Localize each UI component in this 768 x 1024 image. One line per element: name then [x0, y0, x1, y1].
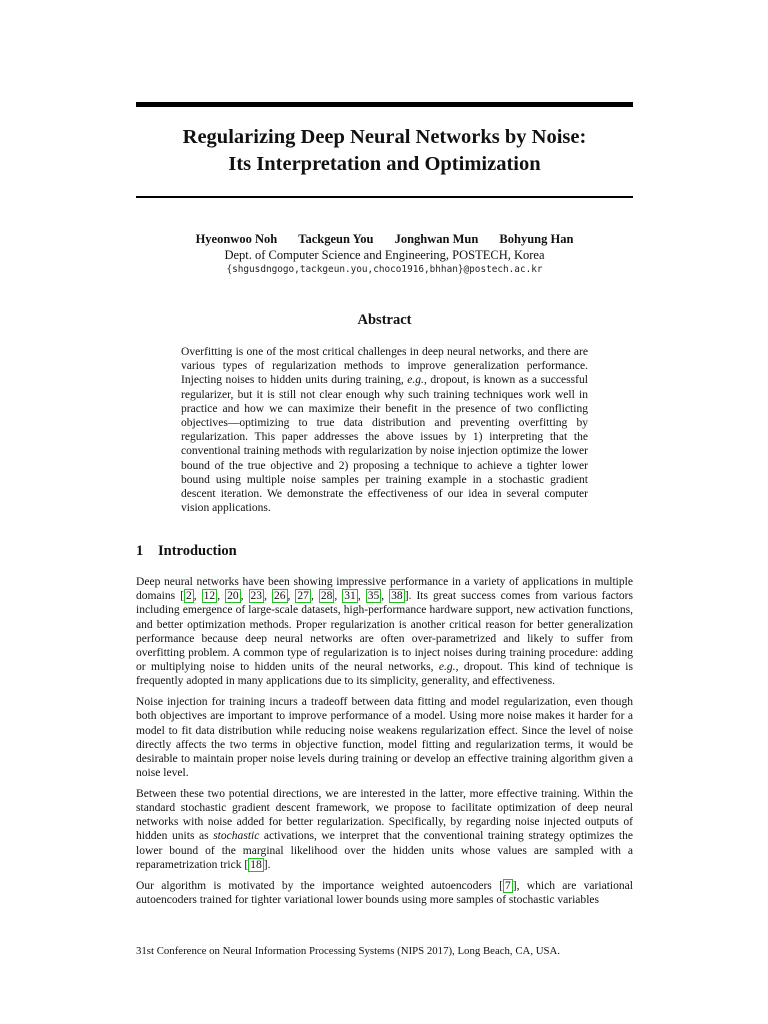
paper-title	[136, 124, 633, 178]
citation-link[interactable]: 28	[320, 590, 333, 603]
title-rule	[136, 196, 633, 198]
text-run: .	[267, 858, 271, 871]
abstract-text	[181, 345, 588, 515]
text-run: Deep neural networks have been showing impressive performance in a variety of applications in multiple domains	[136, 576, 633, 603]
citation-link[interactable]: 23	[250, 590, 263, 603]
section-heading-introduction	[136, 542, 633, 560]
abstract-part: , dropout, is known as a successful regularizer, but it is still not clear enough why such training techniques work well in practice and how we can maximize their benefit in the presence of two conflicting objectives—optimizing to true data distribution and preventing overfitting by regularization. This paper addresses the above issues by 1) interpreting that the conventional training methods with regularization by noise injection optimize the lower bound of the true objective and 2) proposing a technique to achieve a tighter lower bound using multiple noise samples per training example in a stochastic gradient descent iteration. We demonstrate the effectiveness of our idea in several computer vision applications.	[181, 374, 588, 515]
citation-link[interactable]: 2	[185, 590, 192, 603]
citation-link[interactable]: 7	[504, 879, 511, 892]
text-run-italic: stochastic	[213, 830, 260, 843]
text-run: , dropout. This kind of technique is frequently adopted in many applications due to its simplicity, generality, and effectiveness.	[136, 661, 633, 688]
text-run: . Its great success comes from various factors including emergence of large-scale datasets, high-performance hardware support, new activation functions, and better optimization methods. Proper regularization is another critical reason for better generalization performance because deep neural networks are often over-parametrized and likely to suffer from overfitting problem. A common type of regularization is to inject noises during training procedure: adding or multiplying noise to hidden units of the neural networks,	[136, 590, 634, 674]
title-line-2: Its Interpretation and Optimization	[228, 153, 541, 175]
citation-link[interactable]: 38	[391, 590, 403, 603]
citation-link[interactable]: 27	[297, 590, 309, 603]
author-emails: {shgusdngogo,tackgeun.you,choco1916,bhhan}@postech.ac.kr	[226, 264, 543, 275]
intro-paragraph-2: Noise injection for training incurs a tradeoff between data fitting and model regularization, even though both objectives are important to improve performance of a model. Using more noise makes it harder for a model to fit data distribution while reducing noise weakens regularization effect. Since the level of noise directly affects the two terms in objective function, model fitting and regularization terms, it would be desirable to maintain proper noise levels during training or develop an effective training algorithm given a noise level.	[136, 696, 633, 780]
citation-link[interactable]: 18	[250, 858, 262, 871]
author-list	[136, 231, 633, 247]
text-run: Our algorithm is motivated by the importance weighted autoencoders	[136, 879, 500, 892]
text-run: activations, we interpret that the conventional training strategy optimizes the lower bound of the marginal likelihood over the hidden units whose values are sampled with a reparametrization trick	[136, 830, 633, 871]
intro-paragraph-4: Our algorithm is motivated by the importance weighted autoencoders [ 7 ], which are variational autoencoders trained for tighter variational lower bounds using more samples of stochastic variables	[136, 879, 634, 906]
intro-paragraph-3: Between these two potential directions, we are interested in the latter, more effective training. Within the standard stochastic gradient descent framework, we propose to facilitate optimization of deep neural networks with noise added for better regularization. Specifically, by regarding noise injected outputs of hidden units as stochastic activations, we interpret that the conventional training strategy optimizes the lower bound of the marginal likelihood over the hidden units whose values are sampled with a reparametrization trick [ 18 ].	[136, 787, 633, 871]
citation-link[interactable]: 26	[273, 590, 286, 603]
section-title: Introduction	[158, 543, 237, 559]
affiliation: Dept. of Computer Science and Engineering, POSTECH, Korea	[224, 248, 545, 262]
citation-link[interactable]: 12	[203, 590, 216, 603]
top-rule	[136, 102, 633, 107]
abstract-heading: Abstract	[357, 312, 412, 328]
text-run: Between these two potential directions, we are interested in the latter, more effective training. Within the standard stochastic gradient descent framework, we propose to facilitate optimization of deep neural networks with noise added for better regularization. Specifically, by regarding noise injected outputs of hidden units as	[136, 787, 633, 843]
citation-link[interactable]: 35	[367, 590, 380, 603]
author-name: Bohyung Han	[499, 232, 574, 246]
citation-link[interactable]: 31	[344, 590, 356, 603]
title-line-1: Regularizing Deep Neural Networks by Noise:	[182, 126, 587, 148]
abstract-eg: e.g.	[407, 374, 424, 387]
abstract-part: Overfitting is one of the most critical challenges in deep neural networks, and there are various types of regularization methods to improve generalization performance. Injecting noises to hidden units during training,	[181, 346, 588, 387]
introduction-body	[136, 575, 633, 913]
intro-paragraph-1: Deep neural networks have been showing impressive performance in a variety of applications in multiple domains [ 2 , 12 , 20 , 23 , 26 , 27 , 28 , 31 , 35 , 38 ]. Its great success comes from various factors including emergence of large-scale datasets, high-performance hardware support, new activation functions, and better optimization methods. Proper regularization is another critical reason for better generalization performance because deep neural networks are often over-parametrized and likely to suffer from overfitting problem. A common type of regularization is to inject noises during training procedure: adding or multiplying noise to hidden units of the neural networks, e.g., dropout. This kind of technique is frequently adopted in many applications due to its simplicity, generality, and effectiveness.	[136, 576, 634, 688]
author-name: Hyeonwoo Noh	[195, 232, 278, 246]
text-run: , which are variational autoencoders trained for tighter variational lower bounds using more samples of stochastic variables	[136, 879, 634, 906]
citation-link[interactable]: 20	[227, 590, 239, 603]
text-run-italic: e.g.	[438, 661, 456, 674]
conference-footnote: 31st Conference on Neural Information Processing Systems (NIPS 2017), Long Beach, CA, USA.	[136, 945, 561, 957]
author-name: Tackgeun You	[298, 232, 374, 246]
author-name: Jonghwan Mun	[394, 232, 479, 246]
section-number: 1	[136, 543, 144, 559]
